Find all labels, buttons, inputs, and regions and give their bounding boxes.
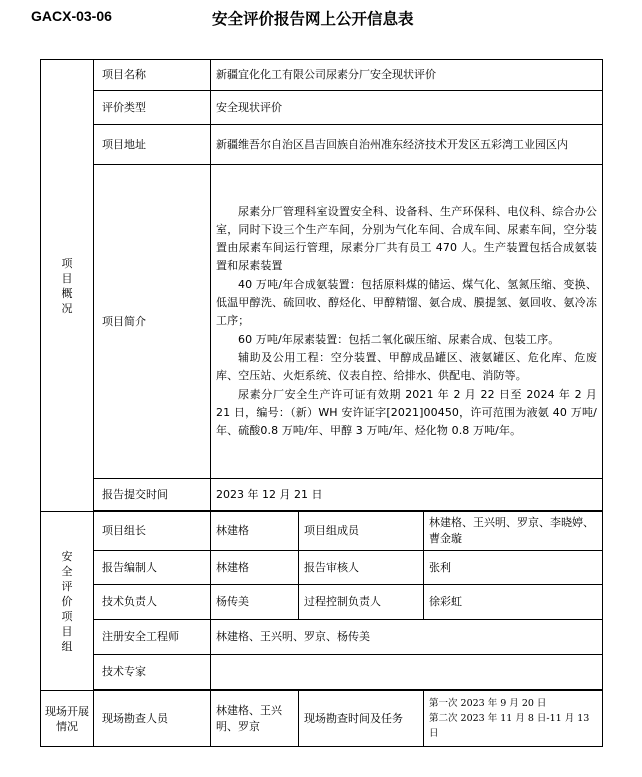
- row-experts: [41, 655, 603, 690]
- first-visit: 第一次 2023 年 9 月 20 日: [429, 698, 547, 709]
- intro-text: [211, 165, 603, 479]
- surveyors-label: 现场勘查人员: [94, 691, 211, 747]
- intro-label: 项目简介: [94, 165, 211, 479]
- process-ctrl-label: 过程控制负责人: [299, 585, 424, 620]
- tech-lead-label: 技术负责人: [94, 585, 211, 620]
- row-intro: [41, 165, 603, 479]
- tech-lead-value: 杨传美: [211, 585, 299, 620]
- intro-paragraph: 辅助及公用工程：空分装置、甲醇成品罐区、液氨罐区、危化库、危废库、空压站、火炬系统、仪表自控、给排水、供配电、消防等。: [216, 350, 597, 383]
- process-ctrl-value: 徐彩虹: [424, 585, 603, 620]
- eval-type-value: 安全现状评价: [211, 91, 603, 125]
- row-tech-lead: [41, 585, 603, 620]
- team-group-label: 安全评价项目组: [41, 512, 94, 691]
- members-label: 项目组成员: [299, 512, 424, 551]
- page-title: 安全评价报告网上公开信息表: [212, 10, 414, 28]
- experts-label: 技术专家: [94, 655, 211, 690]
- reviewer-label: 报告审核人: [299, 551, 424, 585]
- site-time-value: [424, 691, 603, 747]
- row-submit-date: [41, 479, 603, 511]
- row-address: [41, 125, 603, 165]
- intro-paragraph: 尿素分厂安全生产许可证有效期 2021 年 2 月 22 日至 2024 年 2 月 21 日，编号：（新）WH 安许证字[2021]00450，许可范围为液氨 40 万吨/年、硫酸0.8 万吨/年、甲醇 3 万吨/年、烃化物 0.8 万吨/年。: [216, 387, 597, 438]
- eval-type-label: 评价类型: [94, 91, 211, 125]
- intro-paragraph: 40 万吨/年合成氨装置：包括原料煤的储运、煤气化、氢氮压缩、变换、低温甲醇洗、硫回收、醇烃化、甲醇精馏、氨合成、膜提氢、氨回收、氨冷冻工序；: [216, 277, 597, 328]
- leader-value: 林建格: [211, 512, 299, 551]
- overview-group-label: 项目概况: [41, 60, 94, 512]
- address-label: 项目地址: [94, 125, 211, 165]
- site-group-label: 现场开展情况: [41, 691, 94, 747]
- submit-date: 2023 年 12 月 21 日: [211, 479, 603, 511]
- site-time-label: 现场勘查时间及任务: [299, 691, 424, 747]
- members-value: 林建格、王兴明、罗京、李晓婷、曹金璇: [424, 512, 603, 551]
- leader-label: 项目组长: [94, 512, 211, 551]
- reviewer-value: 张利: [424, 551, 603, 585]
- second-visit: 第二次 2023 年 11 月 8 日-11 月 13 日: [429, 713, 590, 739]
- intro-paragraph: 60 万吨/年尿素装置：包括二氧化碳压缩、尿素合成、包装工序。: [238, 332, 560, 346]
- row-leader: [41, 512, 603, 551]
- surveyors-value: 林建格、王兴明、罗京: [211, 691, 299, 747]
- intro-paragraph: 尿素分厂管理科室设置安全科、设备科、生产环保科、电仪科、综合办公室，同时下设三个生产车间，分别为气化车间、合成车间、尿素车间，空分装置由尿素车间运行管理，尿素分厂共有员工 470 人。生产装置包括合成氨装置和尿素装置: [216, 204, 597, 273]
- row-eval-type: [41, 91, 603, 125]
- row-author: [41, 551, 603, 585]
- experts-value: [211, 655, 603, 690]
- row-site: [41, 691, 603, 747]
- address-value: 新疆维吾尔自治区昌吉回族自治州准东经济技术开发区五彩湾工业园区内: [211, 125, 603, 165]
- engineers-label: 注册安全工程师: [94, 620, 211, 655]
- author-label: 报告编制人: [94, 551, 211, 585]
- submit-label: 报告提交时间: [94, 479, 211, 511]
- document-code: GACX-03-06: [31, 8, 112, 24]
- project-name-label: 项目名称: [94, 60, 211, 91]
- project-name-value: 新疆宜化化工有限公司尿素分厂安全现状评价: [211, 60, 603, 91]
- row-project-name: [41, 60, 603, 91]
- engineers-value: 林建格、王兴明、罗京、杨传美: [211, 620, 603, 655]
- author-value: 林建格: [211, 551, 299, 585]
- info-table: [40, 59, 603, 747]
- row-engineers: [41, 620, 603, 655]
